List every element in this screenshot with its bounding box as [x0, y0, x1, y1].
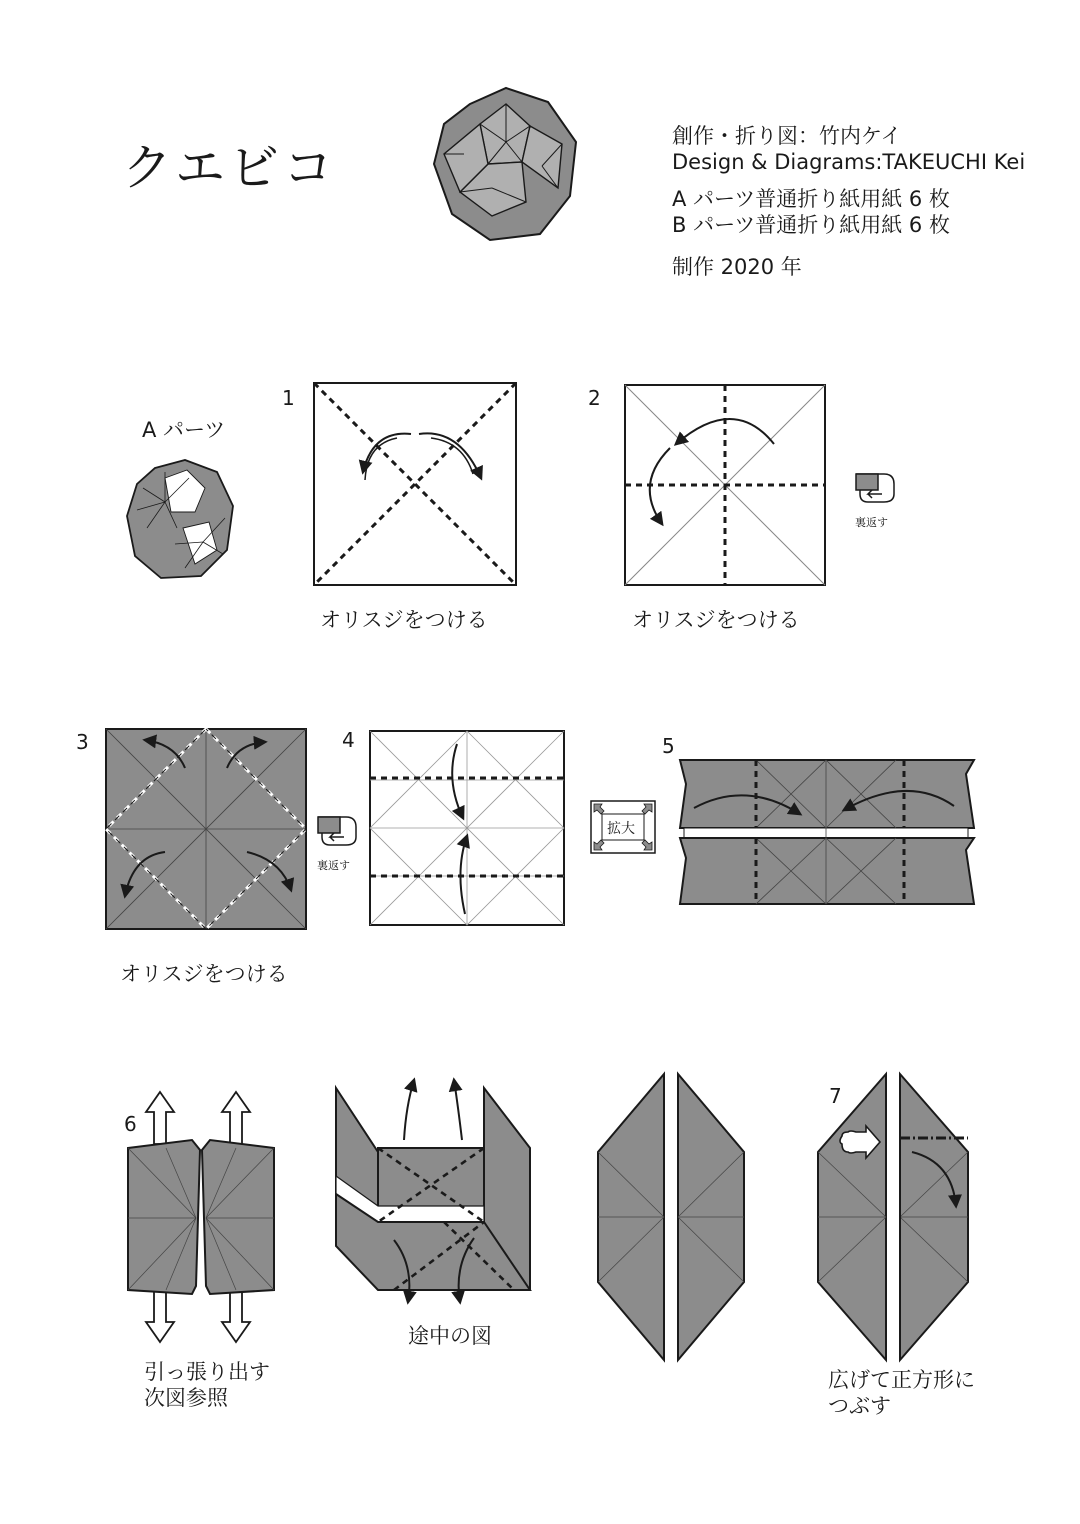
- step-7-caption-line2: つぶす: [828, 1394, 891, 1418]
- step-2-number: 2: [588, 386, 601, 410]
- step-1-number: 1: [282, 386, 295, 410]
- parts-b-requirement: B パーツ普通折り紙用紙 6 枚: [672, 213, 950, 237]
- step-4-diagram: [369, 730, 565, 926]
- step-7-caption-line1: 広げて正方形に: [828, 1368, 975, 1392]
- step-1-diagram: [313, 382, 517, 586]
- step-2-diagram: [624, 384, 826, 586]
- step-6-caption-line2: 次図参照: [144, 1386, 228, 1410]
- step-3-caption: オリスジをつける: [120, 962, 288, 986]
- in-progress-caption: 途中の図: [408, 1324, 492, 1348]
- enlarge-label: 拡大: [607, 821, 635, 837]
- flip-over-icon: [854, 472, 896, 504]
- step-6-caption-line1: 引っ張り出す: [144, 1360, 270, 1384]
- in-progress-diagram: [334, 1076, 534, 1306]
- step-4-number: 4: [342, 728, 355, 752]
- step-3-diagram: [105, 728, 307, 930]
- flip-over-label-2: 裏返す: [317, 859, 350, 872]
- part-a-label: A パーツ: [142, 418, 226, 442]
- step-7-diagram: [816, 1072, 970, 1362]
- step-6-diagram: [126, 1090, 276, 1344]
- intermediate-shape-diagram: [596, 1072, 746, 1362]
- parts-a-requirement: A パーツ普通折り紙用紙 6 枚: [672, 187, 950, 211]
- step-3-number: 3: [76, 730, 89, 754]
- model-photo-large: [430, 84, 582, 244]
- step-5-number: 5: [662, 734, 675, 758]
- step-5-diagram: [676, 758, 976, 908]
- step-6-number: 6: [124, 1112, 137, 1136]
- credit-japanese: 創作・折り図：竹内ケイ: [672, 124, 902, 148]
- step-2-caption: オリスジをつける: [632, 608, 800, 632]
- page-title: クエビコ: [122, 139, 337, 197]
- step-7-number: 7: [829, 1084, 842, 1108]
- flip-over-label: 裏返す: [855, 516, 888, 529]
- flip-over-icon-2: [316, 815, 358, 847]
- credit-english: Design & Diagrams:TAKEUCHI Kei: [672, 150, 1026, 174]
- step-1-caption: オリスジをつける: [320, 608, 488, 632]
- creation-year: 制作 2020 年: [672, 255, 802, 279]
- part-a-model-photo: [125, 458, 237, 582]
